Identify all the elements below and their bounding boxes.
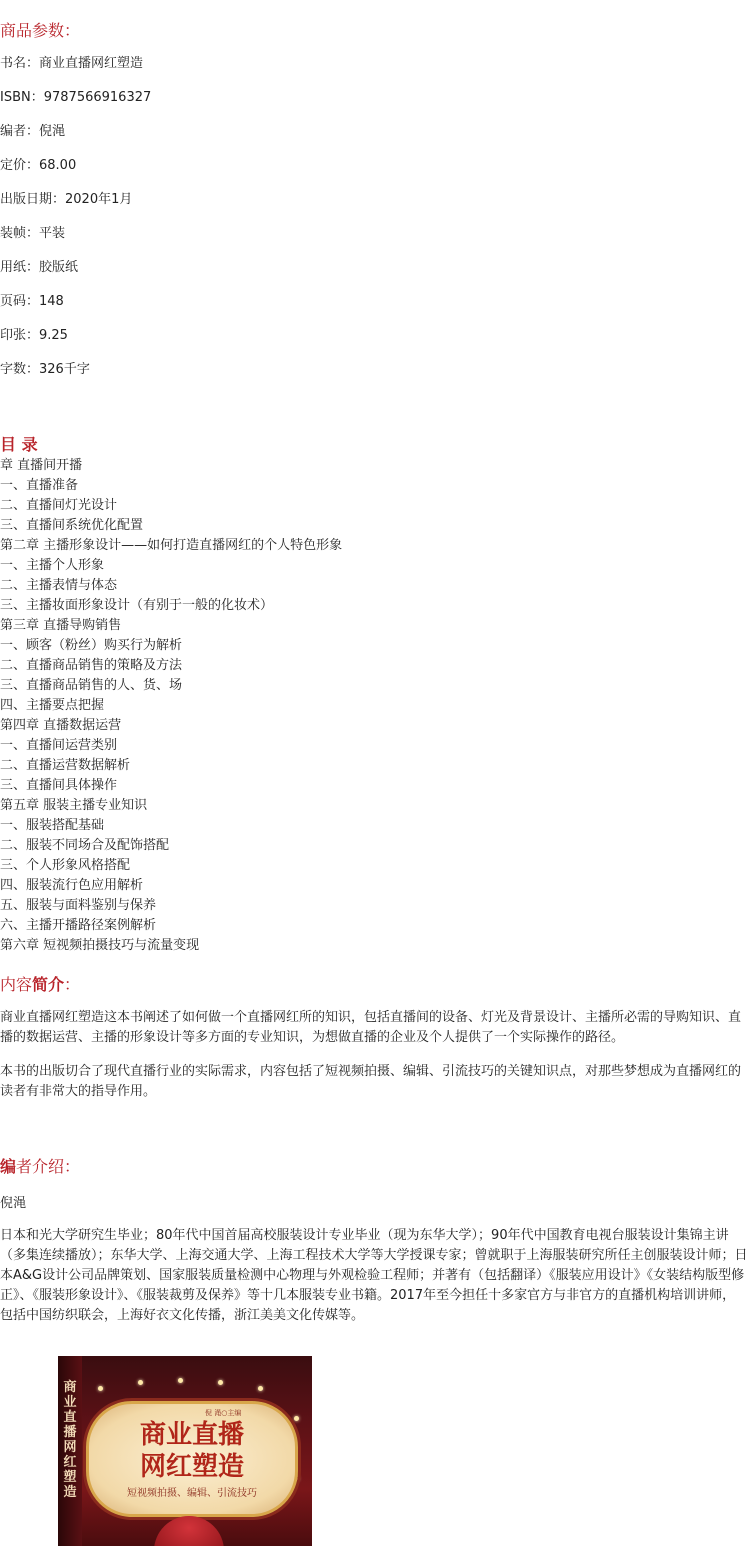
toc-item: 五、服装与面料鉴别与保养 bbox=[0, 898, 157, 913]
toc-item: 三、直播商品销售的人、货、场 bbox=[0, 678, 183, 693]
toc-item: 第六章 短视频拍摄技巧与流量变现 bbox=[0, 938, 200, 953]
intro-heading bbox=[0, 972, 80, 995]
cover-title-line2: 网红塑造 bbox=[139, 1452, 244, 1482]
toc-item: 一、直播间运营类别 bbox=[0, 738, 118, 753]
toc-item: 六、主播开播路径案例解析 bbox=[0, 918, 157, 933]
author-heading-tail: ： bbox=[64, 1157, 81, 1176]
toc-item: 二、直播间灯光设计 bbox=[0, 498, 118, 513]
toc-list bbox=[0, 456, 342, 956]
toc-item: 章 直播间开播 bbox=[0, 458, 83, 473]
cover-subtitle: 短视频拍摄、编辑、引流技巧 bbox=[127, 1488, 257, 1499]
toc-item: 二、主播表情与体态 bbox=[0, 578, 118, 593]
param-item: 编者：倪渑 bbox=[0, 124, 66, 139]
toc-item: 二、直播运营数据解析 bbox=[0, 758, 131, 773]
intro-heading-tail: ： bbox=[64, 975, 81, 994]
intro-paragraph-1: 商业直播网红塑造这本书阐述了如何做一个直播网红所的知识，包括直播间的设备、灯光及背景设计、主播所必需的导购知识、直播的数据运营、主播的形象设计等多方面的专业知识，为想做直播的企业及个人提供了一个实际操作的路径。 bbox=[0, 1010, 742, 1045]
toc-item: 三、直播间具体操作 bbox=[0, 778, 118, 793]
toc-item: 二、直播商品销售的策略及方法 bbox=[0, 658, 183, 673]
intro-heading-bold: 简介 bbox=[32, 975, 65, 994]
author-heading-bold: 编 bbox=[0, 1157, 17, 1176]
toc-item: 二、服装不同场合及配饰搭配 bbox=[0, 838, 170, 853]
red-chair-illustration bbox=[154, 1516, 224, 1546]
param-item: 用纸：胶版纸 bbox=[0, 260, 79, 275]
params-heading: 商品参数： bbox=[0, 21, 81, 40]
toc-item: 三、个人形象风格搭配 bbox=[0, 858, 131, 873]
toc-item: 一、顾客（粉丝）购买行为解析 bbox=[0, 638, 183, 653]
author-name: 倪渑 bbox=[0, 1196, 27, 1211]
param-item: 装帧：平装 bbox=[0, 226, 66, 241]
author-heading-plain: 者介绍 bbox=[16, 1157, 65, 1176]
toc-item: 第三章 直播导购销售 bbox=[0, 618, 122, 633]
toc-item: 第四章 直播数据运营 bbox=[0, 718, 122, 733]
toc-item: 一、主播个人形象 bbox=[0, 558, 105, 573]
cover-title-line1: 商业直播 bbox=[139, 1420, 244, 1450]
author-heading bbox=[0, 1154, 80, 1177]
toc-item: 第二章 主播形象设计——如何打造直播网红的个人特色形象 bbox=[0, 538, 343, 553]
param-item: ISBN：9787566916327 bbox=[0, 90, 152, 105]
toc-item: 四、主播要点把握 bbox=[0, 698, 105, 713]
param-item: 出版日期：2020年1月 bbox=[0, 192, 133, 207]
param-item: 页码：148 bbox=[0, 294, 64, 309]
toc-item: 第五章 服装主播专业知识 bbox=[0, 798, 148, 813]
cover-author: 倪 渑○主编 bbox=[205, 1409, 242, 1417]
book-cover-image bbox=[58, 1356, 312, 1546]
toc-item: 三、直播间系统优化配置 bbox=[0, 518, 144, 533]
toc-heading: 目 录 bbox=[0, 435, 38, 454]
book-spine bbox=[58, 1356, 82, 1546]
param-item: 印张：9.25 bbox=[0, 328, 68, 343]
toc-item: 一、服装搭配基础 bbox=[0, 818, 105, 833]
intro-heading-plain: 内容 bbox=[0, 975, 33, 994]
spine-title: 商业直播网红塑造 bbox=[63, 1380, 77, 1500]
intro-paragraph-2: 本书的出版切合了现代直播行业的实际需求，内容包括了短视频拍摄、编辑、引流技巧的关键知识点，对那些梦想成为直播网红的读者有非常大的指导作用。 bbox=[0, 1064, 742, 1099]
param-item: 定价：68.00 bbox=[0, 158, 77, 173]
param-item: 字数：326千字 bbox=[0, 362, 90, 377]
param-item: 书名：商业直播网红塑造 bbox=[0, 56, 144, 71]
toc-item: 四、服装流行色应用解析 bbox=[0, 878, 144, 893]
cover-title-plaque bbox=[86, 1401, 298, 1517]
toc-item: 三、主播妆面形象设计（有别于一般的化妆术） bbox=[0, 598, 274, 613]
author-bio: 日本和光大学研究生毕业；80年代中国首届高校服装设计专业毕业（现为东华大学）；90年代中国教育电视台服装设计集锦主讲（多集连续播放）；东华大学、上海交通大学、上海工程技术大学等大学授课专家；曾就职于上海服装研究所任主创服装设计师；日本A&G设计公司品牌策划、国家服装质量检测中心物理与外观检验工程师；并著有（包括翻译）《服装应用设计》《女装结构版型修正》、《服装形象设计》、《服装裁剪及保养》等十几本服装专业书籍。2017年至今担任十多家官方与非官方的直播机构培训讲师，包括中国纺织联会，上海好衣文化传播，浙江美美文化传媒等。 bbox=[0, 1228, 748, 1323]
toc-item: 一、直播准备 bbox=[0, 478, 79, 493]
